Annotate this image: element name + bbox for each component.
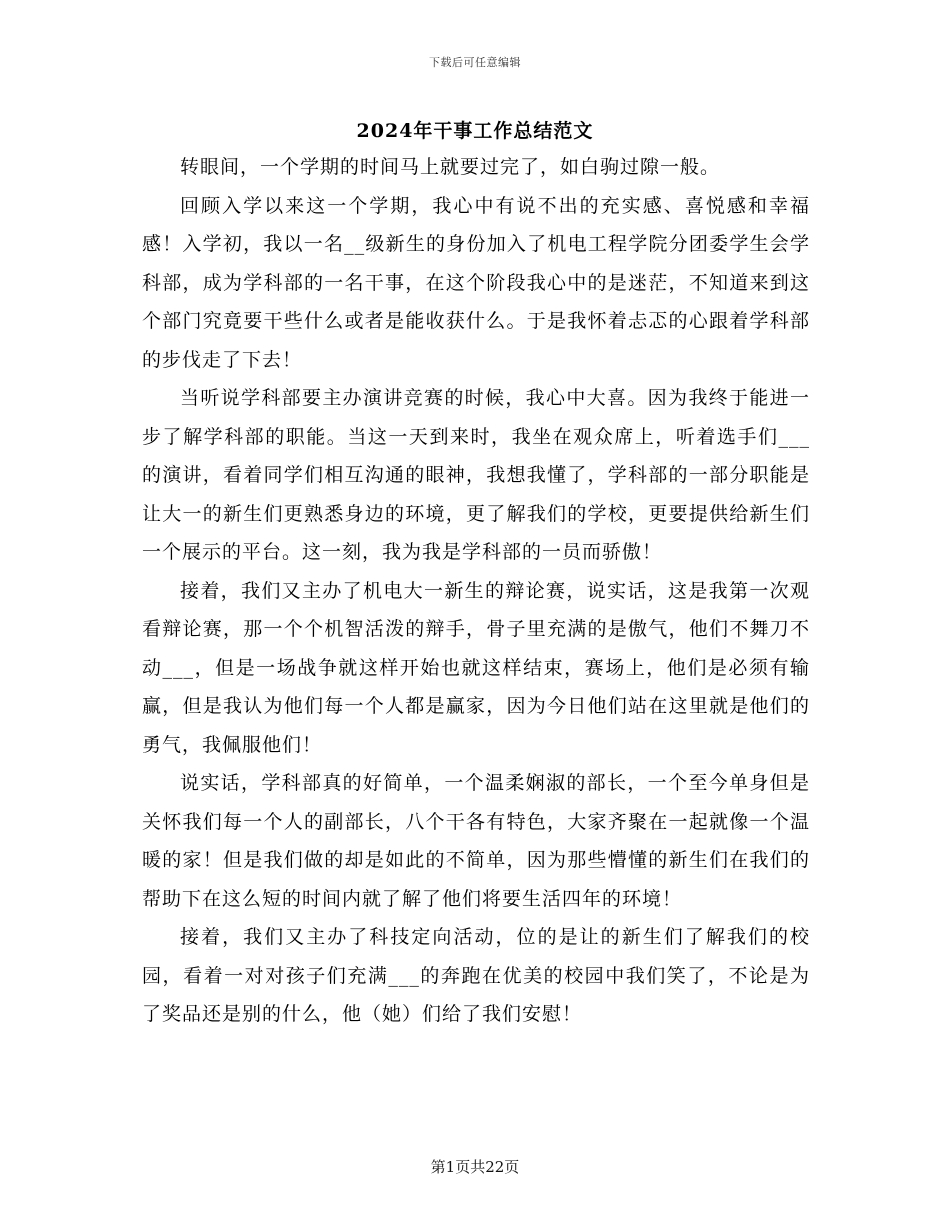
header-note: 下载后可任意编辑 — [429, 56, 521, 69]
paragraph: 接着，我们又主办了机电大一新生的辩论赛，说实话，这是我第一次观看辩论赛，那一个个机智活泼的辩手，骨子里充满的是傲气，他们不舞刀不动___，但是一场战争就这样开始也就这样结束，赛场上，他们是必须有输赢，但是我认为他们每一个人都是赢家，因为今日他们站在这里就是他们的勇气，我佩服他们！ — [142, 579, 810, 756]
document-body — [142, 148, 810, 1034]
paragraph: 说实话，学科部真的好简单，一个温柔娴淑的部长，一个至今单身但是关怀我们每一个人的副部长，八个干各有特色，大家齐聚在一起就像一个温暖的家！但是我们做的却是如此的不简单，因为那些懵懂的新生们在我们的帮助下在这么短的时间内就了解了他们将要生活四年的环境！ — [142, 772, 810, 910]
document-title: 2024年干事工作总结范文 — [356, 120, 594, 142]
page-indicator: 第1页共22页 — [430, 1158, 520, 1176]
paragraph: 转眼间，一个学期的时间马上就要过完了，如白驹过隙一般。 — [180, 156, 721, 178]
paragraph: 接着，我们又主办了科技定向活动，位的是让的新生们了解我们的校园，看着一对对孩子们充满___的奔跑在优美的校园中我们笑了，不论是为了奖品还是别的什么，他（她）们给了我们安慰！ — [142, 926, 810, 1025]
paragraph: 当听说学科部要主办演讲竞赛的时候，我心中大喜。因为我终于能进一步了解学科部的职能。当这一天到来时，我坐在观众席上，听着选手们___的演讲，看着同学们相互沟通的眼神，我想我懂了，学科部的一部分职能是让大一的新生们更熟悉身边的环境，更了解我们的学校，更要提供给新生们一个展示的平台。这一刻，我为我是学科部的一员而骄傲！ — [142, 387, 810, 563]
paragraph: 回顾入学以来这一个学期，我心中有说不出的充实感、喜悦感和幸福感！入学初，我以一名__级新生的身份加入了机电工程学院分团委学生会学科部，成为学科部的一名干事，在这个阶段我心中的是迷茫，不知道来到这个部门究竟要干些什么或者是能收获什么。于是我怀着忐忑的心跟着学科部的步伐走了下去！ — [142, 194, 810, 371]
